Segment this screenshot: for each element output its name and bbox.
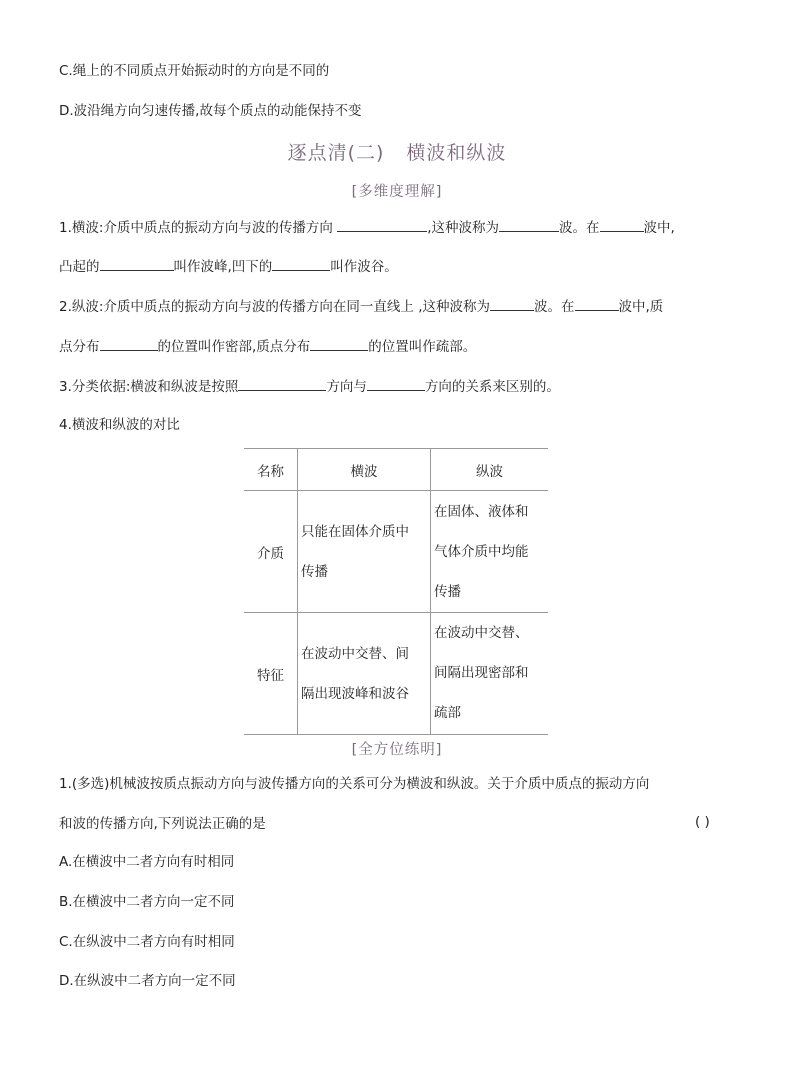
option-c-prev: C.绳上的不同质点开始振动时的方向是不同的 <box>59 63 330 79</box>
item-1-text-b: ,这种波称为 <box>427 220 500 236</box>
fill-blank[interactable] <box>100 256 174 271</box>
header-transverse: 横波 <box>298 449 431 491</box>
question-stem-line-2: 和波的传播方向,下列说法正确的是 <box>59 816 266 832</box>
cell-text: 在波动中交替、间 <box>301 645 409 662</box>
table-row-feature <box>244 613 548 735</box>
item-1-text-c: 波。在 <box>559 220 600 236</box>
table-row-medium <box>244 491 548 613</box>
question-stem-line-1: 1.(多选)机械波按质点振动方向与波传播方向的关系可分为横波和纵波。关于介质中质点的振动方向 <box>59 776 650 792</box>
item-2-text-a: 2.纵波:介质中质点的振动方向与波的传播方向在同一直线上 ,这种波称为 <box>59 299 491 315</box>
option-a[interactable]: A.在横波中二者方向有时相同 <box>59 854 235 870</box>
item-2-line-1 <box>59 296 663 317</box>
item-1-text-a: 1.横波:介质中质点的振动方向与波的传播方向 <box>59 220 333 236</box>
item-2-text-e: 的位置叫作密部,质点分布 <box>157 339 311 355</box>
cell-text: 在波动中交替、 <box>434 625 529 641</box>
row-feature-longitudinal <box>431 613 549 735</box>
fill-blank[interactable] <box>100 336 158 351</box>
option-c[interactable]: C.在纵波中二者方向有时相同 <box>59 934 235 950</box>
fill-blank[interactable] <box>367 376 425 391</box>
cell-text: 疏部 <box>434 705 461 721</box>
item-2-line-2 <box>59 336 476 357</box>
item-1-text-g: 叫作波谷。 <box>330 259 398 275</box>
item-2-text-d: 点分布 <box>59 339 100 355</box>
comparison-table <box>244 448 548 735</box>
header-name: 名称 <box>244 449 298 491</box>
table-header-row <box>244 449 548 491</box>
fill-blank[interactable] <box>499 217 559 232</box>
fill-blank[interactable] <box>272 256 330 271</box>
row-medium-longitudinal <box>431 491 549 613</box>
item-3-text-c: 方向的关系来区别的。 <box>424 379 560 395</box>
cell-text: 传播 <box>301 563 328 580</box>
item-1-line-2 <box>59 256 398 277</box>
header-longitudinal: 纵波 <box>431 449 549 491</box>
item-2-text-b: 波。在 <box>534 299 575 315</box>
fill-blank[interactable] <box>575 296 619 311</box>
item-2-text-c: 波中,质 <box>618 299 664 315</box>
option-d[interactable]: D.在纵波中二者方向一定不同 <box>59 973 236 989</box>
item-1-text-f: 叫作波峰,凹下的 <box>173 259 273 275</box>
item-3-text-a: 3.分类依据:横波和纵波是按照 <box>59 379 239 395</box>
cell-text: 只能在固体介质中 <box>301 523 409 540</box>
fill-blank[interactable] <box>238 376 326 391</box>
fill-blank[interactable] <box>600 217 644 232</box>
row-feature-label: 特征 <box>244 613 298 735</box>
item-1-text-d: 波中, <box>643 220 675 236</box>
option-d-prev: D.波沿绳方向匀速传播,故每个质点的动能保持不变 <box>59 103 362 119</box>
option-b[interactable]: B.在横波中二者方向一定不同 <box>59 894 235 910</box>
cell-text: 气体介质中均能 <box>434 543 529 560</box>
row-medium-label: 介质 <box>244 491 298 613</box>
cell-text: 隔出现波峰和波谷 <box>301 685 409 702</box>
row-feature-transverse <box>298 613 431 735</box>
cell-text: 间隔出现密部和 <box>434 665 529 681</box>
subtitle-understand: [多维度理解] <box>351 184 443 200</box>
item-1-line-1 <box>59 217 675 238</box>
row-medium-transverse <box>298 491 431 613</box>
item-4-heading: 4.横波和纵波的对比 <box>59 417 180 433</box>
item-3-line <box>59 376 560 397</box>
fill-blank[interactable] <box>310 336 368 351</box>
section-title <box>0 138 794 165</box>
cell-text: 传播 <box>434 583 461 600</box>
answer-paren[interactable]: ( ) <box>695 814 710 830</box>
fill-blank[interactable] <box>337 217 427 232</box>
section-title-left: 逐点清(二) <box>287 142 385 164</box>
fill-blank[interactable] <box>490 296 534 311</box>
item-2-text-f: 的位置叫作疏部。 <box>368 339 477 355</box>
cell-text: 在固体、液体和 <box>434 503 529 520</box>
section-title-right: 横波和纵波 <box>406 142 507 164</box>
item-3-text-b: 方向与 <box>326 379 367 395</box>
subtitle-practice: [全方位练明] <box>351 742 443 758</box>
item-1-text-e: 凸起的 <box>59 259 100 275</box>
